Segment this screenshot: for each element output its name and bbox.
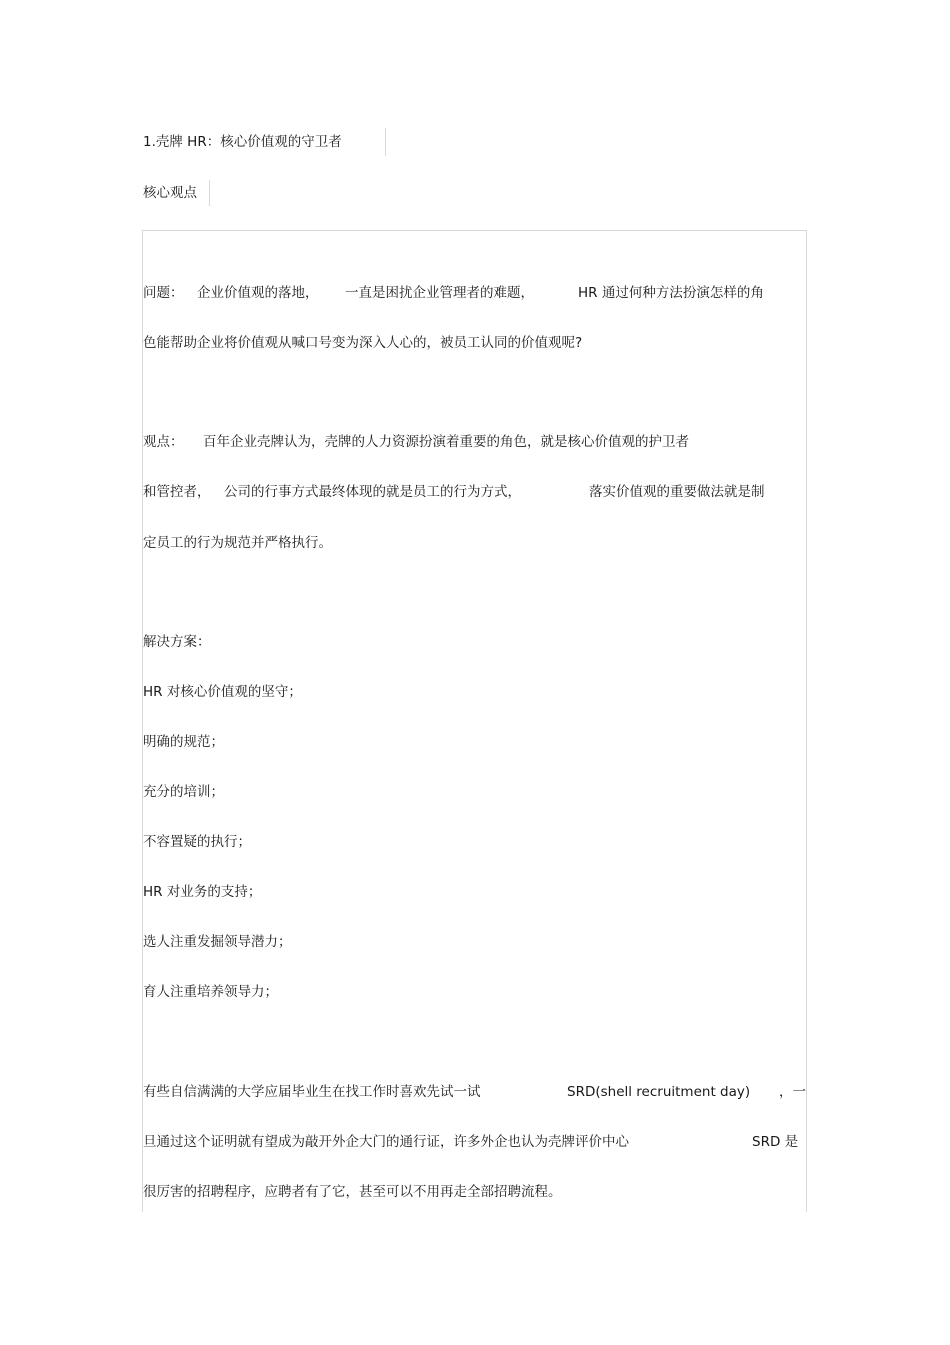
solution-item: 育人注重培养领导力； (143, 984, 278, 1000)
content-box-right-border (806, 230, 807, 1212)
content-box-left-border (142, 230, 143, 1212)
content-box-top-border (142, 230, 807, 231)
srd-text: 有些自信满满的大学应届毕业生在找工作时喜欢先试一试 (143, 1084, 481, 1100)
viewpoint-text: 公司的行事方式最终体现的就是员工的行为方式， (224, 484, 521, 500)
solution-item: 明确的规范； (143, 734, 224, 750)
viewpoint-text: 百年企业壳牌认为，壳牌的人力资源扮演着重要的角色，就是核心价值观的护卫者 (203, 434, 689, 450)
title-cell-border (385, 128, 386, 156)
viewpoint-text: 和管控者， (143, 484, 211, 500)
solution-item: 选人注重发掘领导潜力； (143, 934, 292, 950)
section-label: 核心观点 (143, 185, 197, 201)
srd-text: SRD 是 (752, 1134, 799, 1150)
solution-label: 解决方案： (143, 634, 211, 650)
srd-text: ，一 (779, 1084, 806, 1100)
viewpoint-text: 定员工的行为规范并严格执行。 (143, 535, 332, 551)
label-cell-border (209, 180, 210, 206)
solution-item: HR 对业务的支持； (143, 884, 262, 900)
question-text: HR 通过何种方法扮演怎样的角 (578, 285, 764, 301)
solution-item: 不容置疑的执行； (143, 834, 251, 850)
question-label: 问题： (143, 285, 184, 301)
srd-text: SRD(shell recruitment day) (567, 1084, 751, 1100)
question-text: 一直是困扰企业管理者的难题， (345, 285, 534, 301)
viewpoint-text: 落实价值观的重要做法就是制 (589, 484, 765, 500)
srd-text: 很厉害的招聘程序，应聘者有了它，甚至可以不用再走全部招聘流程。 (143, 1184, 562, 1200)
solution-item: HR 对核心价值观的坚守； (143, 684, 302, 700)
srd-text: 旦通过这个证明就有望成为敲开外企大门的通行证，许多外企也认为壳牌评价中心 (143, 1134, 629, 1150)
question-text: 色能帮助企业将价值观从喊口号变为深入人心的，被员工认同的价值观呢? (143, 335, 583, 351)
viewpoint-label: 观点： (143, 434, 184, 450)
question-text: 企业价值观的落地， (197, 285, 319, 301)
solution-item: 充分的培训； (143, 784, 224, 800)
page-title: 1.壳牌 HR：核心价值观的守卫者 (143, 134, 342, 150)
